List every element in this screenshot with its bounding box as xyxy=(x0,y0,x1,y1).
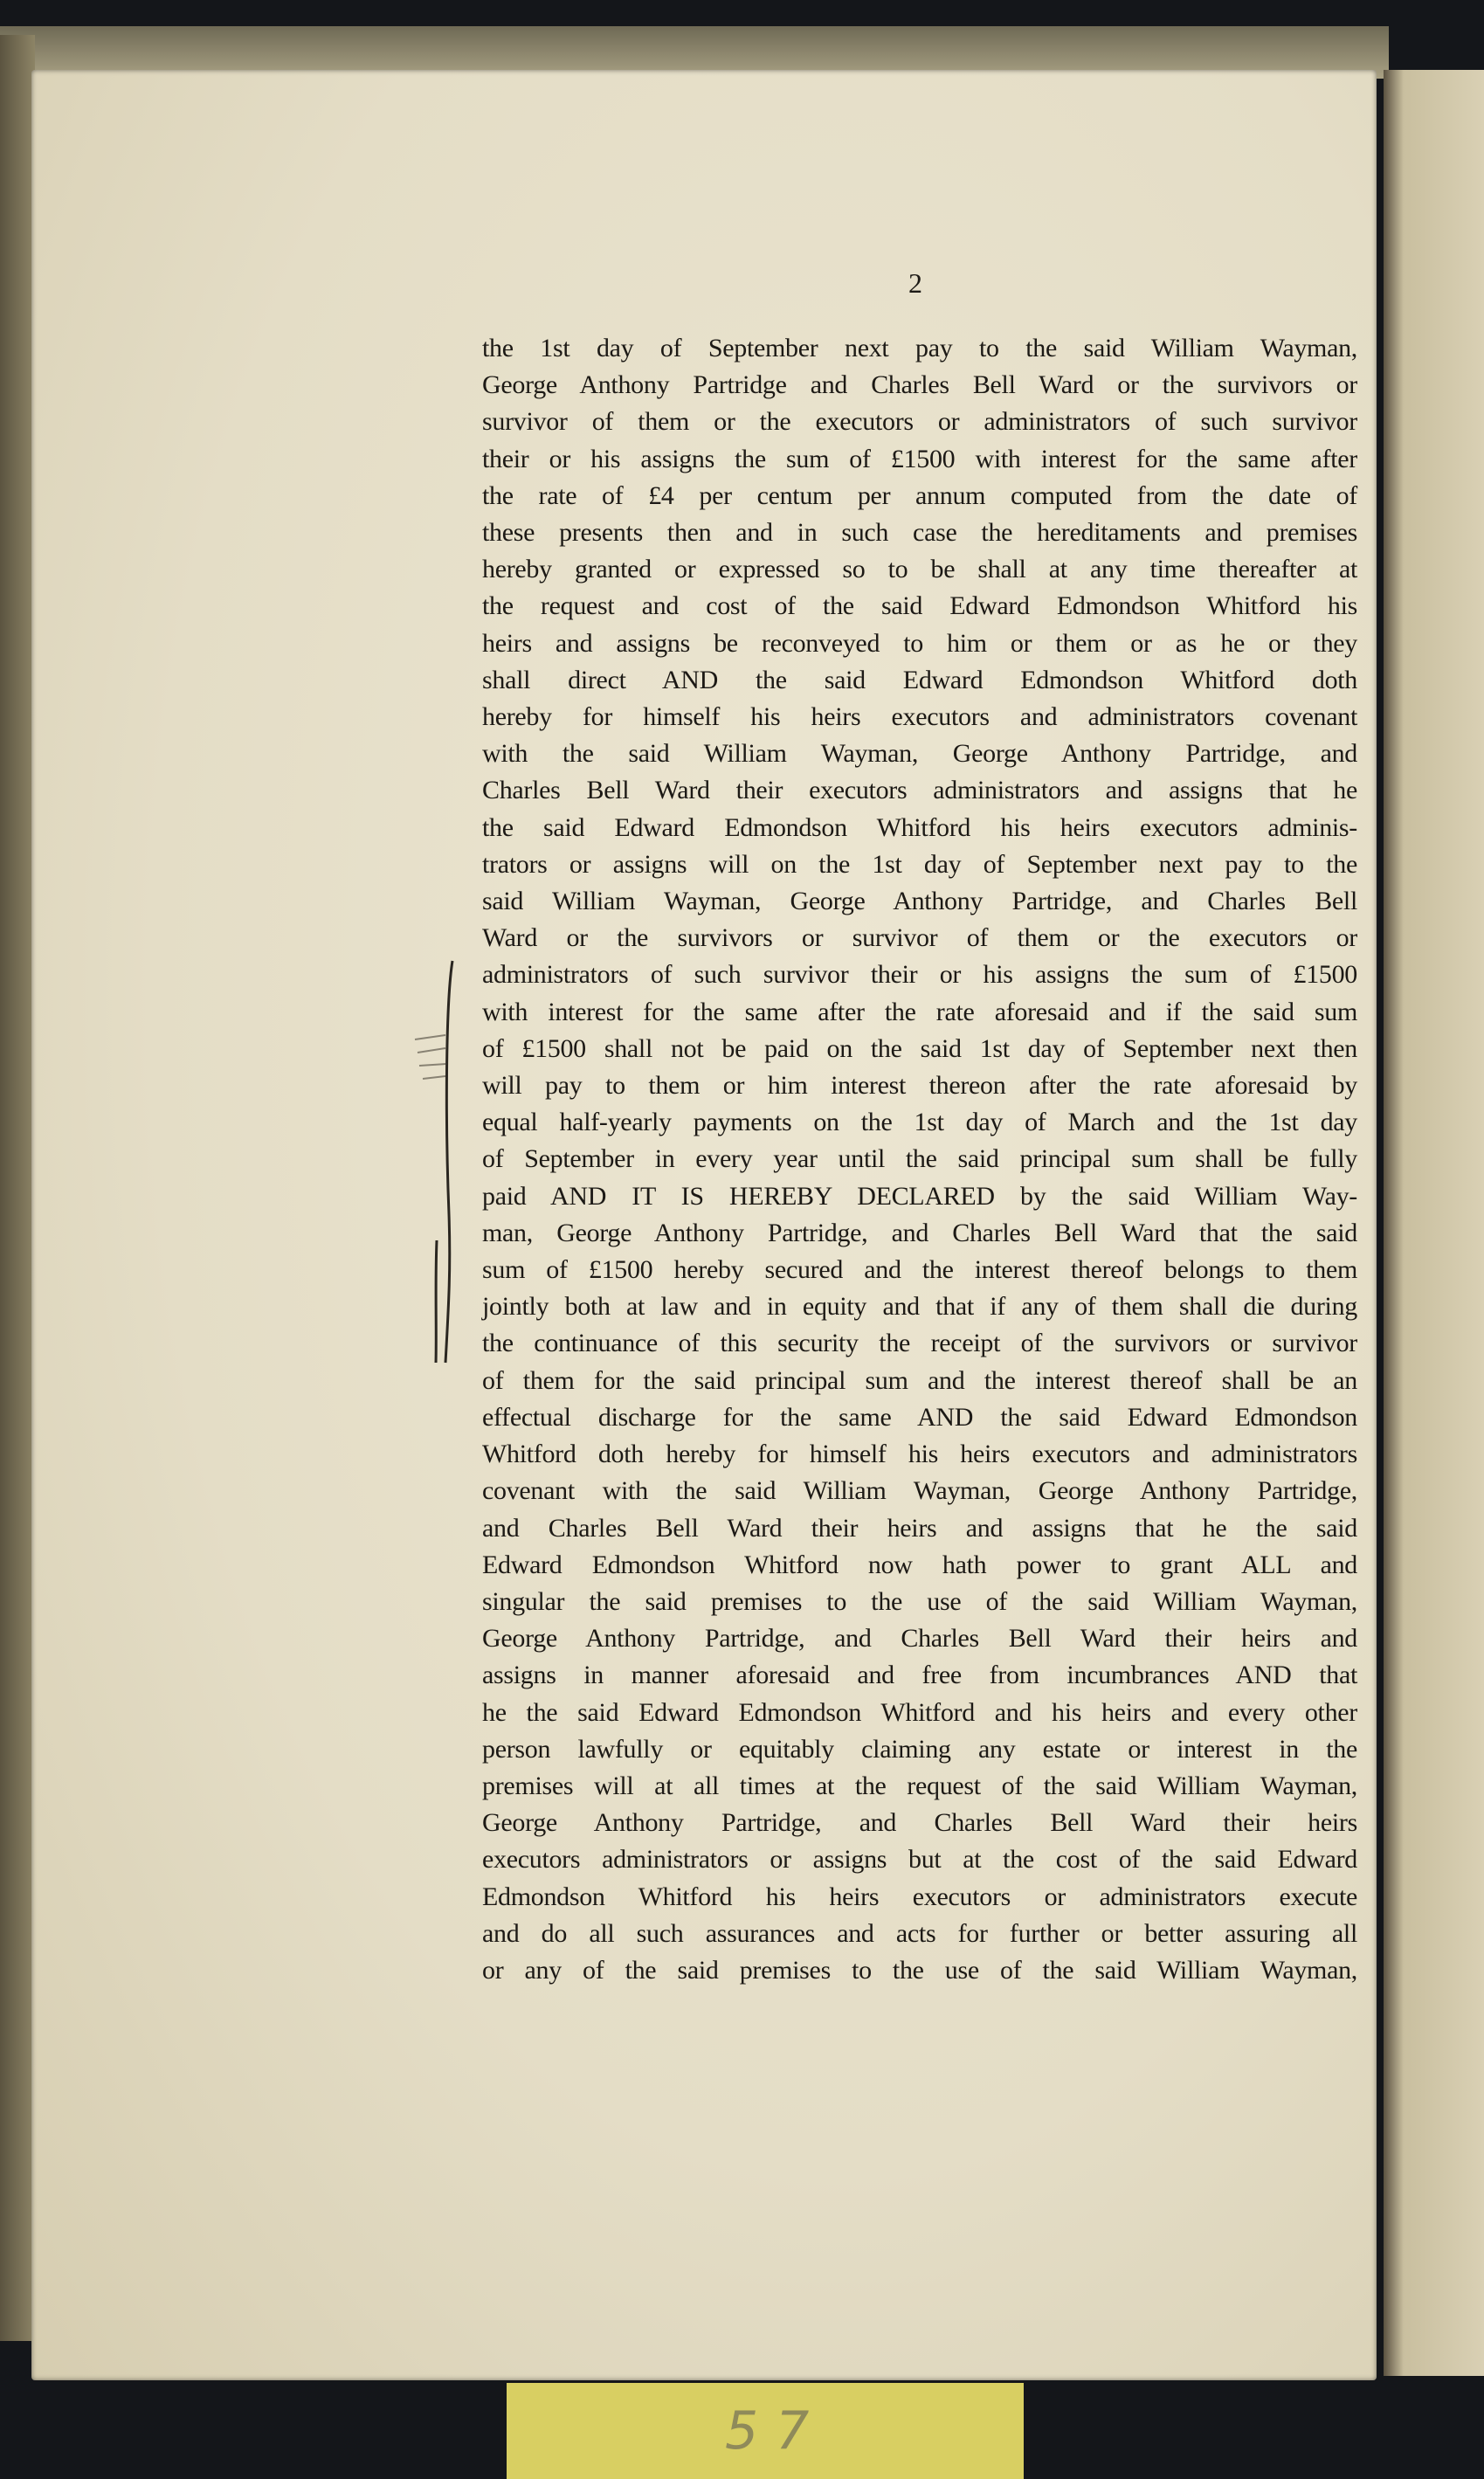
text-line: and Charles Bell Ward their heirs and assigns that he the said xyxy=(482,1513,1357,1543)
text-line: the request and cost of the said Edward Edmondson Whitford his xyxy=(482,591,1357,621)
text-line: executors administrators or assigns but at the cost of the said Edward xyxy=(482,1845,1357,1875)
text-line: with the said William Wayman, George Anthony Partridge, and xyxy=(482,739,1357,769)
text-line: hereby for himself his heirs executors and administrators covenant xyxy=(482,702,1357,732)
text-line: trators or assigns will on the 1st day of September next pay to the xyxy=(482,849,1357,879)
text-line: with interest for the same after the rate aforesaid and if the said sum xyxy=(482,997,1357,1026)
text-line: sum of £1500 hereby secured and the interest thereof belongs to them xyxy=(482,1255,1357,1285)
text-line: of them for the said principal sum and the interest thereof shall be an xyxy=(482,1365,1357,1395)
text-line: singular the said premises to the use of the said William Wayman, xyxy=(482,1586,1357,1616)
text-line: said William Wayman, George Anthony Partridge, and Charles Bell xyxy=(482,887,1357,916)
text-line: heirs and assigns be reconveyed to him or them or as he or they xyxy=(482,628,1357,658)
text-line: Edmondson Whitford his heirs executors or administrators execute xyxy=(482,1882,1357,1911)
text-line: George Anthony Partridge, and Charles Bell Ward their heirs xyxy=(482,1808,1357,1838)
text-line: he the said Edward Edmondson Whitford and his heirs and every other xyxy=(482,1697,1357,1727)
text-line: George Anthony Partridge, and Charles Bell Ward their heirs and xyxy=(482,1624,1357,1654)
text-line: equal half-yearly payments on the 1st day of March and the 1st day xyxy=(482,1108,1357,1137)
document-body-text xyxy=(482,330,1357,1989)
text-line: the rate of £4 per centum per annum computed from the date of xyxy=(482,480,1357,510)
adjacent-page-edge xyxy=(1384,70,1484,2376)
text-line: Ward or the survivors or survivor of them or the executors or xyxy=(482,923,1357,953)
text-line: their or his assigns the sum of £1500 with interest for the same after xyxy=(482,444,1357,473)
text-line: Edward Edmondson Whitford now hath power to grant ALL and xyxy=(482,1550,1357,1579)
text-line: George Anthony Partridge and Charles Bell Ward or the survivors or xyxy=(482,370,1357,400)
text-line: of £1500 shall not be paid on the said 1st day of September next then xyxy=(482,1033,1357,1063)
text-line: effectual discharge for the same AND the said Edward Edmondson xyxy=(482,1402,1357,1432)
text-line: person lawfully or equitably claiming any estate or interest in the xyxy=(482,1734,1357,1764)
text-line: premises will at all times at the request of the said William Wayman, xyxy=(482,1771,1357,1800)
pencil-margin-bracket xyxy=(411,952,472,1371)
text-line: Whitford doth hereby for himself his heirs executors and administrators xyxy=(482,1440,1357,1469)
binding-edge xyxy=(0,35,35,2341)
text-line: man, George Anthony Partridge, and Charles Bell Ward that the said xyxy=(482,1218,1357,1247)
text-line: hereby granted or expressed so to be shall at any time thereafter at xyxy=(482,555,1357,584)
text-line: Charles Bell Ward their executors administrators and assigns that he xyxy=(482,776,1357,805)
text-line: the continuance of this security the receipt of the survivors or survivor xyxy=(482,1329,1357,1358)
text-line: assigns in manner aforesaid and free from incumbrances AND that xyxy=(482,1661,1357,1690)
text-line: the 1st day of September next pay to the said William Wayman, xyxy=(482,334,1357,363)
text-line: will pay to them or him interest thereon after the rate aforesaid by xyxy=(482,1071,1357,1101)
text-line: or any of the said premises to the use of the said William Wayman, xyxy=(482,1955,1357,1985)
text-line: and do all such assurances and acts for further or better assuring all xyxy=(482,1918,1357,1948)
text-line: the said Edward Edmondson Whitford his heirs executors adminis- xyxy=(482,812,1357,842)
archive-tag-number: 57 xyxy=(725,2400,827,2462)
archive-tag xyxy=(507,2383,1024,2479)
text-line: administrators of such survivor their or his assigns the sum of £1500 xyxy=(482,960,1357,990)
text-line: shall direct AND the said Edward Edmondson Whitford doth xyxy=(482,665,1357,694)
text-line: paid AND IT IS HEREBY DECLARED by the said William Way- xyxy=(482,1181,1357,1211)
text-line: jointly both at law and in equity and that if any of them shall die during xyxy=(482,1292,1357,1322)
text-line: these presents then and in such case the hereditaments and premises xyxy=(482,518,1357,548)
page-number: 2 xyxy=(908,267,922,299)
text-line: covenant with the said William Wayman, George Anthony Partridge, xyxy=(482,1476,1357,1506)
text-line: survivor of them or the executors or administrators of such survivor xyxy=(482,407,1357,437)
text-line: of September in every year until the said principal sum shall be fully xyxy=(482,1144,1357,1174)
